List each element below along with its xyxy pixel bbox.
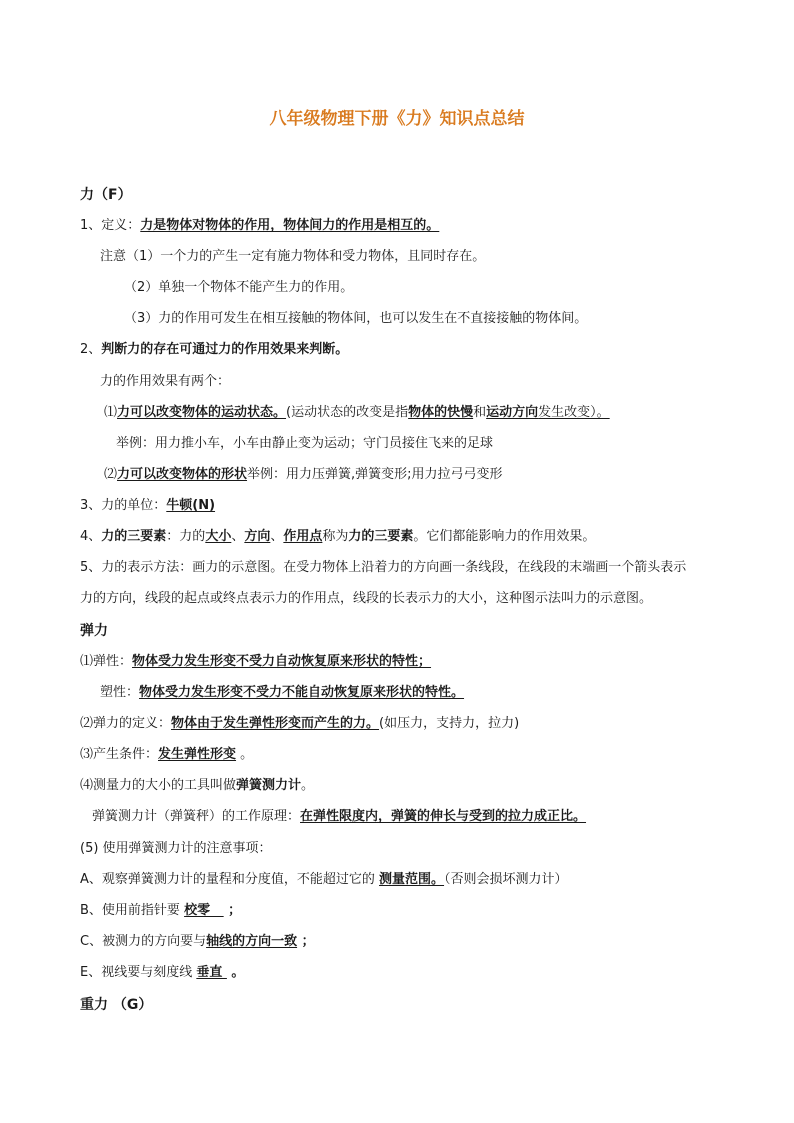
elastic-condition — [80, 746, 253, 764]
elastic-cond-rest: 。 — [236, 747, 254, 762]
note-e-prefix: E、视线要与刻度线 — [80, 965, 197, 980]
document-title: 八年级物理下册《力》知识点总结 — [269, 109, 525, 129]
elements-b2: 大小 — [205, 529, 232, 544]
force-definition-prefix: 1、定义： — [80, 218, 141, 233]
note-a-rest: （否则会损坏测力计） — [444, 872, 568, 887]
effect-1-bold: 力可以改变物体的运动状态。 — [117, 405, 287, 420]
effect-2 — [104, 466, 503, 484]
force-representation-1: 5、力的表示方法：画力的示意图。在受力物体上沿着力的方向画一条线段，在线段的末端画一个箭头表示 — [80, 560, 687, 575]
effect-2-num: ⑵ — [104, 467, 118, 482]
note-2: （2）单独一个物体不能产生力的作用。 — [124, 280, 354, 295]
usage-note-c — [80, 933, 315, 951]
note-b-prefix: B、使用前指针要 — [80, 903, 185, 918]
note-c-prefix: C、被测力的方向要与 — [80, 934, 207, 949]
working-principle — [92, 808, 586, 826]
principle-text: 在弹性限度内，弹簧的伸长与受到的拉力成正比。 — [300, 809, 587, 824]
effect-1-bold3: 运动方向 — [486, 405, 539, 420]
note-1: 注意（1）一个力的产生一定有施力物体和受力物体，且同时存在。 — [100, 249, 486, 264]
note-3: （3）力的作用可发生在相互接触的物体间，也可以发生在不直接接触的物体间。 — [124, 311, 588, 326]
usage-note-a — [80, 871, 568, 889]
elements-b1: 力的三要素 — [101, 529, 167, 544]
usage-notes-intro: (5) 使用弹簧测力计的注意事项： — [80, 841, 272, 856]
force-judge-text: 判断力的存在可通过力的作用效果来判断。 — [101, 342, 349, 357]
effect-example: 举例：用力推小车，小车由静止变为运动；守门员接住飞来的足球 — [116, 436, 494, 451]
elastic-def-text: 物体由于发生弹性形变而产生的力。 — [171, 716, 380, 731]
elements-t4: 称为 — [322, 529, 349, 544]
elements-t3: 、 — [270, 529, 284, 544]
effect-2-rest: 举例：用力压弹簧,弹簧变形;用力拉弓弓变形 — [247, 467, 503, 482]
note-e-rest: 。 — [226, 965, 245, 980]
force-representation-2: 力的方向，线段的起点或终点表示力的作用点，线段的长表示力的大小，这种图示法叫力的示意图。 — [80, 591, 653, 606]
elasticity-prefix: ⑴弹性： — [80, 654, 133, 669]
note-a-bold: 测量范围。 — [379, 872, 445, 887]
elements-t5: 。它们都能影响力的作用效果。 — [413, 529, 596, 544]
force-judge-prefix: 2、 — [80, 342, 102, 357]
elasticity — [80, 653, 431, 671]
effects-intro: 力的作用效果有两个： — [100, 374, 231, 389]
effect-1-t1: (运动状态的改变是指 — [286, 405, 409, 420]
effect-1 — [104, 404, 610, 422]
force-definition-text: 力是物体对物体的作用，物体间力的作用是相互的。 — [140, 218, 440, 233]
elastic-def-prefix: ⑵弹力的定义： — [80, 716, 172, 731]
elements-t2: 、 — [231, 529, 245, 544]
force-judge — [80, 341, 348, 359]
tool-prefix: ⑷测量力的大小的工具叫做 — [80, 778, 237, 793]
elastic-cond-text: 发生弹性形变 — [158, 747, 237, 762]
principle-prefix: 弹簧测力计（弹簧秤）的工作原理： — [92, 809, 301, 824]
plasticity — [100, 684, 464, 702]
effect-2-bold: 力可以改变物体的形状 — [117, 467, 248, 482]
section-heading-force: 力（F） — [80, 187, 132, 203]
plasticity-prefix: 塑性： — [100, 685, 140, 700]
force-unit-prefix: 3、力的单位： — [80, 498, 167, 513]
note-a-prefix: A、观察弹簧测力计的量程和分度值，不能超过它的 — [80, 872, 380, 887]
elements-b4: 作用点 — [283, 529, 323, 544]
elastic-def-rest: (如压力，支持力，拉力) — [379, 716, 520, 731]
section-heading-gravity: 重力 （G） — [80, 997, 153, 1013]
note-b-bold: 校零 — [184, 903, 224, 918]
section-heading-elastic: 弹力 — [80, 623, 108, 639]
effect-1-t3: 发生改变）。 — [538, 405, 610, 420]
usage-note-b — [80, 902, 241, 920]
tool-rest: 。 — [301, 778, 315, 793]
effect-1-bold2: 物体的快慢 — [408, 405, 474, 420]
note-b-rest: ； — [223, 903, 242, 918]
usage-note-e — [80, 964, 244, 982]
elements-b3: 方向 — [244, 529, 271, 544]
elements-t1: ：力的 — [166, 529, 206, 544]
force-definition — [80, 217, 439, 235]
elements-prefix: 4、 — [80, 529, 102, 544]
measuring-tool — [80, 777, 314, 795]
note-c-rest: ； — [297, 934, 315, 949]
force-elements — [80, 528, 595, 546]
elements-b5: 力的三要素 — [348, 529, 414, 544]
elastic-cond-prefix: ⑶产生条件： — [80, 747, 159, 762]
force-unit — [80, 497, 215, 515]
effect-1-t2: 和 — [473, 405, 487, 420]
plasticity-text: 物体受力发生形变不受力不能自动恢复原来形状的特性。 — [139, 685, 465, 700]
effect-1-num: ⑴ — [104, 405, 118, 420]
tool-name: 弹簧测力计 — [236, 778, 302, 793]
note-c-bold: 轴线的方向一致 — [206, 934, 298, 949]
force-unit-value: 牛顿(N) — [166, 498, 216, 513]
elasticity-text: 物体受力发生形变不受力自动恢复原来形状的特性； — [132, 654, 432, 669]
elastic-definition — [80, 715, 519, 733]
note-e-bold: 垂直 — [196, 965, 227, 980]
